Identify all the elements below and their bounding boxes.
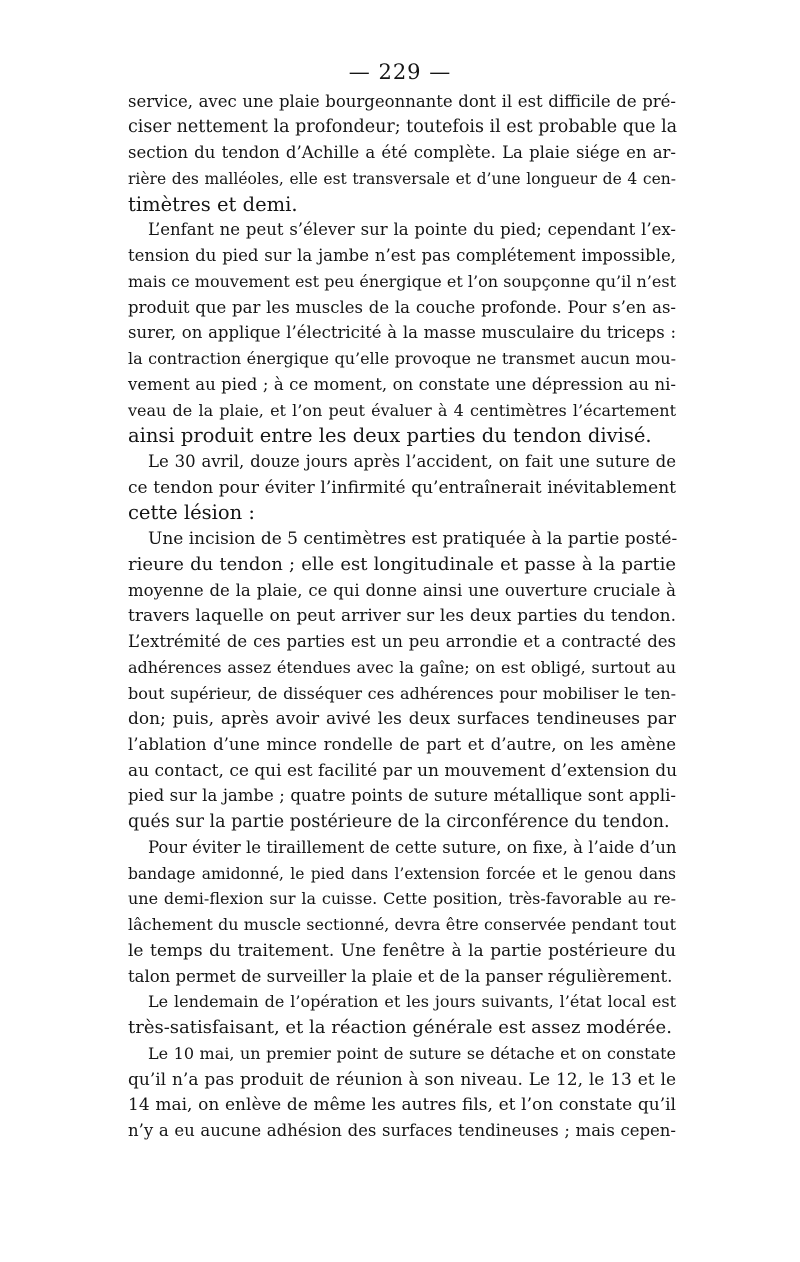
- text-line: très-satisfaisant, et la réaction générale est assez modérée.: [128, 1017, 672, 1038]
- text-line: veau de la plaie, et l’on peut évaluer à 4 centimètres l’écartement: [128, 401, 676, 420]
- text-line: timètres et demi.: [128, 193, 298, 216]
- text-line: mais ce mouvement est peu énergique et l’on soupçonne qu’il n’est: [128, 272, 676, 291]
- text-line: L’enfant ne peut s’élever sur la pointe du pied; cependant l’ex-: [148, 220, 676, 239]
- text-line: tension du pied sur la jambe n’est pas complétement impossible,: [128, 246, 676, 265]
- text-line: surer, on applique l’électricité à la masse musculaire du triceps :: [128, 323, 676, 342]
- text-line: le temps du traitement. Une fenêtre à la partie postérieure du: [128, 941, 676, 961]
- text-line: pied sur la jambe ; quatre points de suture métallique sont appli-: [128, 786, 676, 805]
- text-line: Une incision de 5 centimètres est pratiquée à la partie posté-: [148, 529, 678, 549]
- text-line: produit que par les muscles de la couche profonde. Pour s’en as-: [128, 298, 676, 317]
- text-line: qués sur la partie postérieure de la circonférence du tendon.: [128, 812, 670, 832]
- text-line: bout supérieur, de disséquer ces adhérences pour mobiliser le ten-: [128, 684, 676, 703]
- text-line: L’extrémité de ces parties est un peu arrondie et a contracté des: [128, 632, 676, 651]
- text-line: rière des malléoles, elle est transversale et d’une longueur de 4 cen-: [128, 170, 676, 188]
- text-line: Le 10 mai, un premier point de suture se détache et on constate: [148, 1044, 676, 1063]
- text-line: Le lendemain de l’opération et les jours suivants, l’état local est: [148, 992, 676, 1011]
- page-number: — 229 —: [348, 60, 452, 84]
- text-line: l’ablation d’une mince rondelle de part et d’autre, on les amène: [128, 735, 676, 754]
- text-line: bandage amidonné, le pied dans l’extension forcée et le genou dans: [128, 865, 676, 883]
- text-line: n’y a eu aucune adhésion des surfaces tendineuses ; mais cepen-: [128, 1121, 676, 1140]
- text-line: une demi-flexion sur la cuisse. Cette position, très-favorable au re-: [128, 889, 676, 908]
- text-line: cette lésion :: [128, 501, 255, 524]
- text-line: 14 mai, on enlève de même les autres fils, et l’on constate qu’il: [128, 1095, 676, 1115]
- text-line: qu’il n’a pas produit de réunion à son niveau. Le 12, le 13 et le: [128, 1070, 676, 1090]
- text-line: moyenne de la plaie, ce qui donne ainsi une ouverture cruciale à: [128, 581, 676, 600]
- text-line: service, avec une plaie bourgeonnante dont il est difficile de pré-: [128, 92, 676, 111]
- text-line: au contact, ce qui est facilité par un mouvement d’extension du: [128, 761, 678, 781]
- text-line: vement au pied ; à ce moment, on constate une dépression au ni-: [128, 375, 676, 394]
- text-line: la contraction énergique qu’elle provoque ne transmet aucun mou-: [128, 349, 676, 368]
- text-line: section du tendon d’Achille a été complète. La plaie siége en ar-: [128, 143, 676, 162]
- text-line: ce tendon pour éviter l’infirmité qu’entraînerait inévitablement: [128, 478, 676, 498]
- text-line: don; puis, après avoir avivé les deux surfaces tendineuses par: [128, 709, 676, 729]
- text-line: ainsi produit entre les deux parties du tendon divisé.: [128, 424, 652, 447]
- text-line: talon permet de surveiller la plaie et de la panser régulièrement.: [128, 967, 673, 986]
- text-line: travers laquelle on peut arriver sur les deux parties du tendon.: [128, 606, 676, 626]
- text-line: Le 30 avril, douze jours après l’accident, on fait une suture de: [148, 452, 676, 471]
- text-line: adhérences assez étendues avec la gaîne; on est obligé, surtout au: [128, 658, 676, 677]
- text-line: Pour éviter le tiraillement de cette suture, on fixe, à l’aide d’un: [148, 838, 677, 857]
- text-line: lâchement du muscle sectionné, devra être conservée pendant tout: [128, 915, 676, 934]
- text-line: rieure du tendon ; elle est longitudinale et passe à la partie: [128, 554, 676, 575]
- text-line: ciser nettement la profondeur; toutefois il est probable que la: [128, 117, 678, 137]
